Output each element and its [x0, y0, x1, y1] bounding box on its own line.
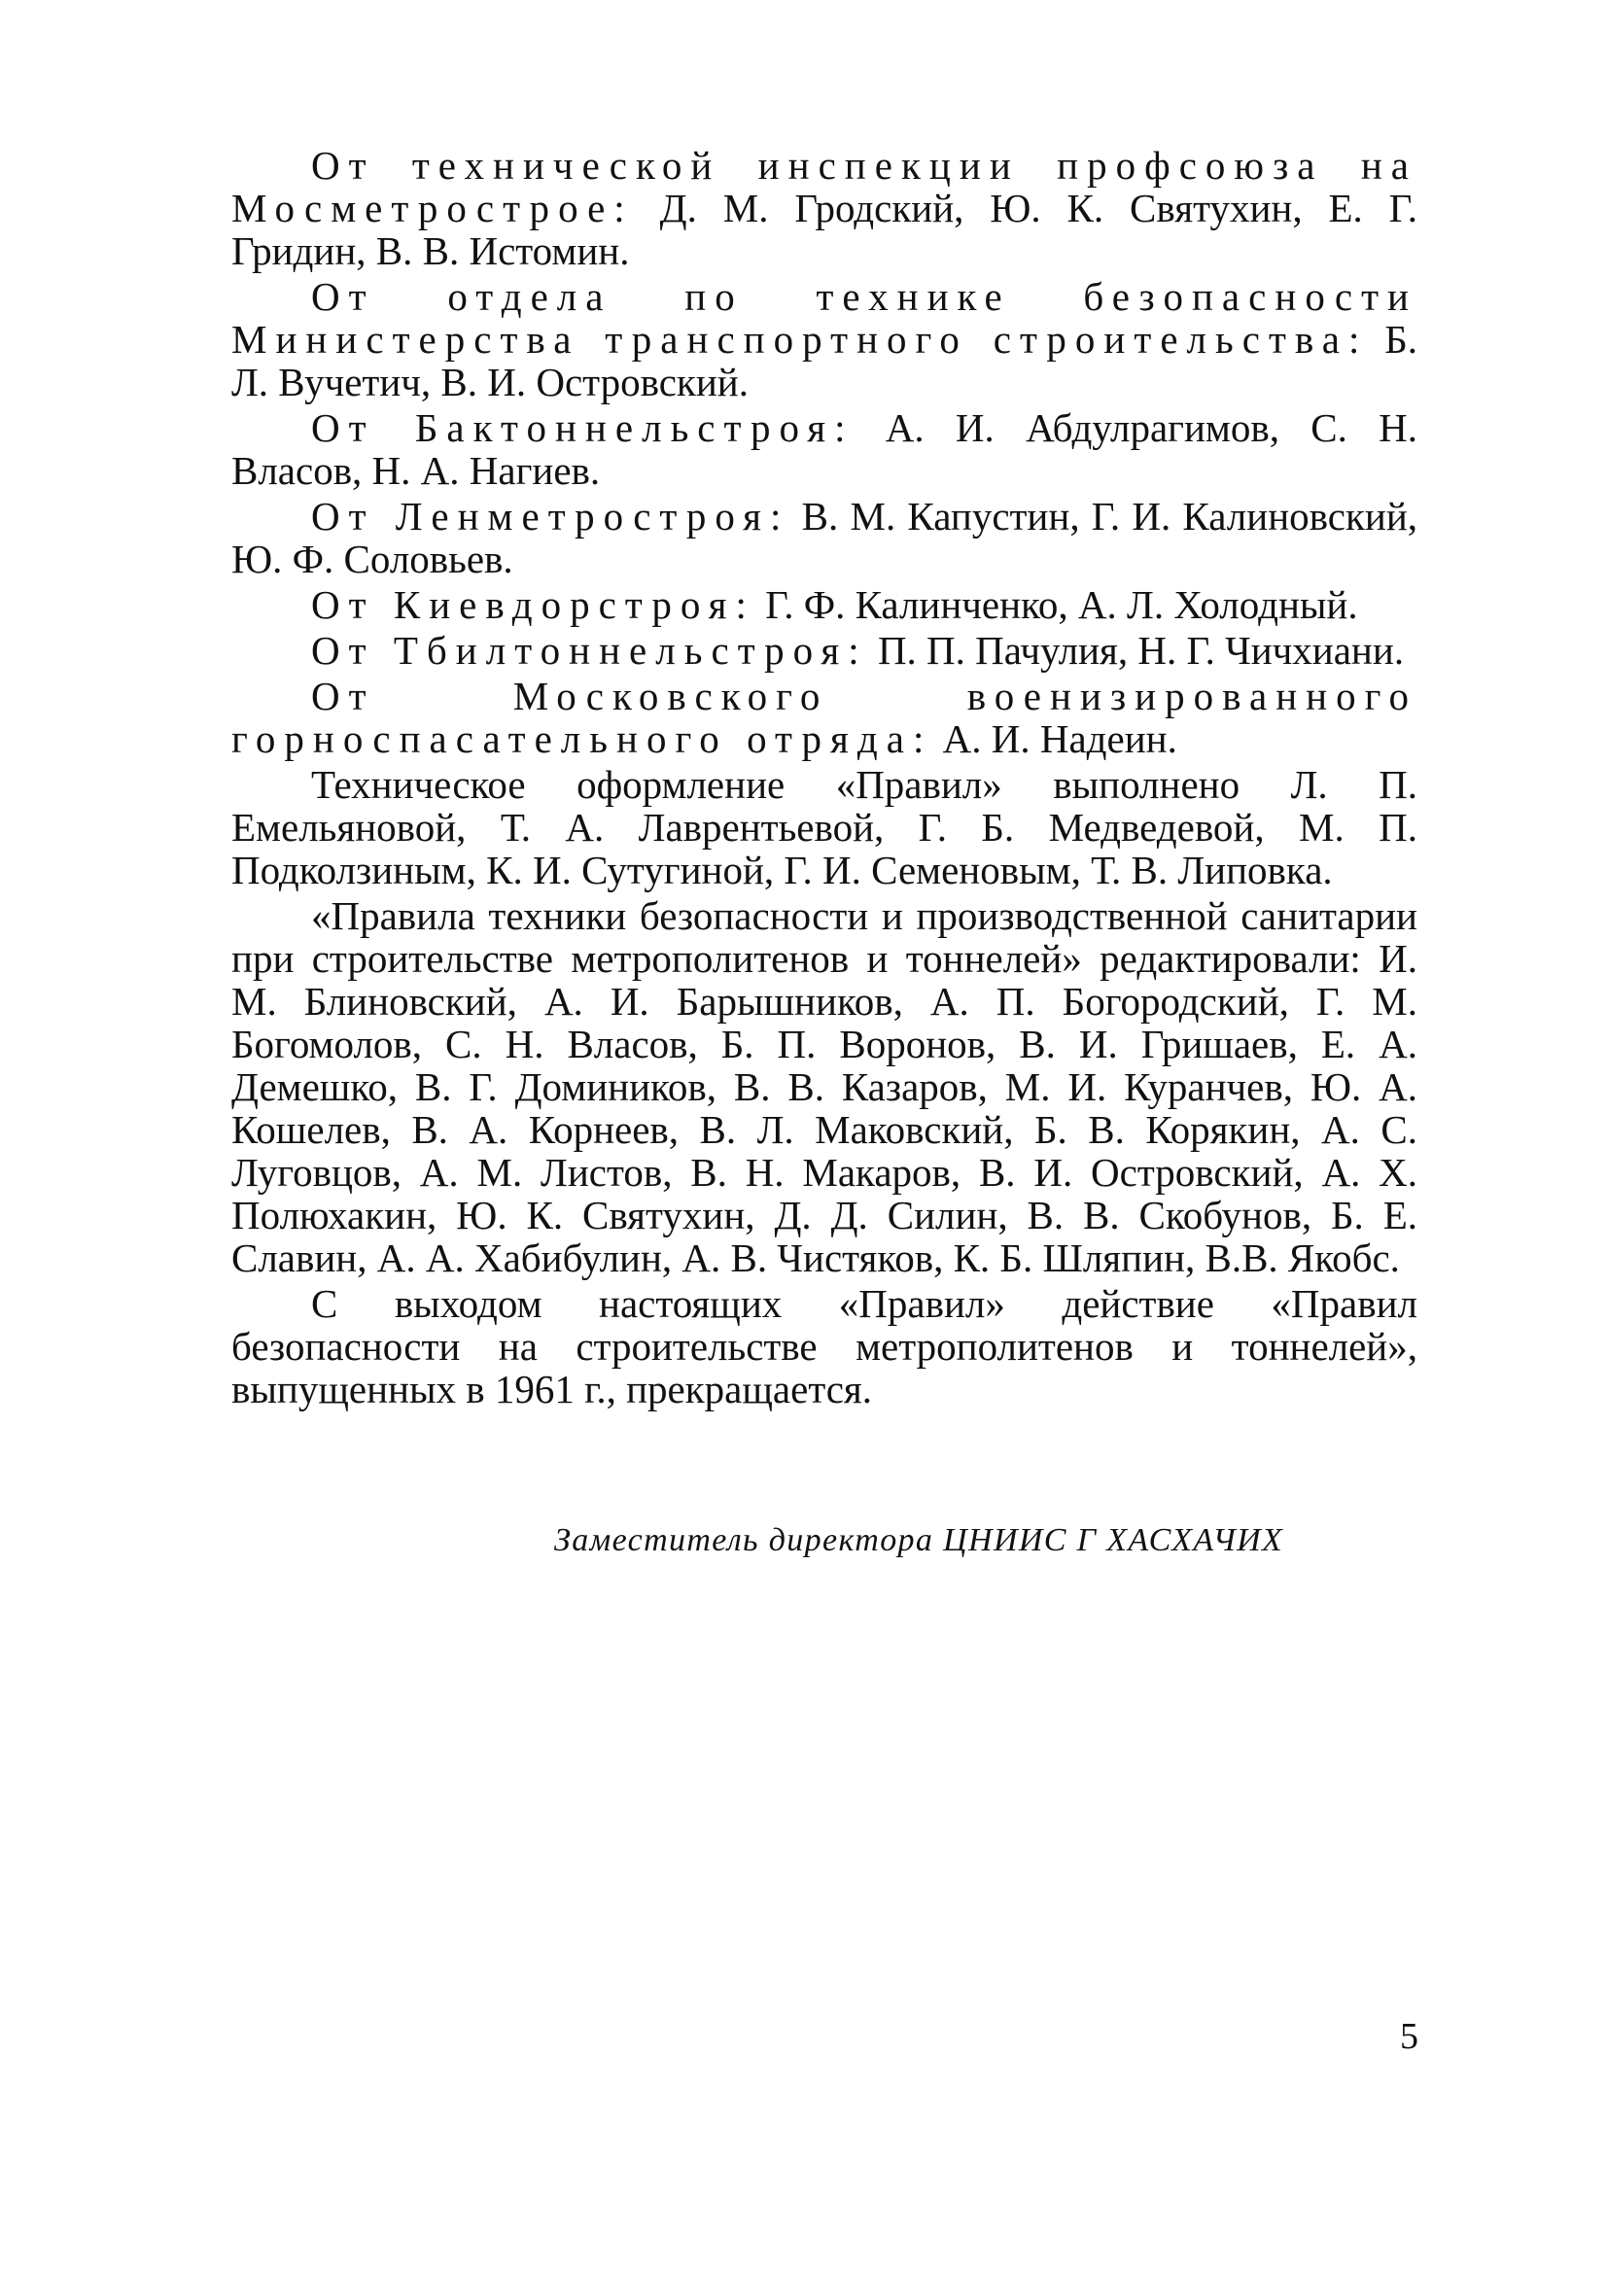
technical-design-paragraph: Техническое оформление «Правил» выполнено Л. П. Емельяновой, Т. А. Лаврентьевой, Г. Б. Медведевой, М. П. Подколзиным, К. И. Сутугиной, Г. И. Семеновым, Т. В. Липовка. [231, 762, 1417, 892]
contributors-paragraph-3 [231, 406, 1417, 492]
contributor-names: А. И. Абдулрагимов, С. Н. Власов, Н. А. Нагиев. [231, 405, 1417, 493]
contributors-paragraph-6 [231, 629, 1417, 672]
supersession-paragraph: С выходом настоящих «Правил» действие «Правил безопасности на строительстве метрополитенов и тоннелей», выпущенных в 1961 г., прекращается. [231, 1281, 1417, 1411]
contributors-paragraph-5 [231, 583, 1417, 626]
contributor-names: В. М. Капустин, Г. И. Калиновский, Ю. Ф. Соловьев. [231, 494, 1418, 581]
contributors-paragraph-4 [231, 495, 1417, 580]
main-text [231, 144, 1417, 1413]
page-number: 5 [1400, 2016, 1418, 2057]
organization-name: От Бактоннельстроя: [311, 405, 855, 450]
contributors-paragraph-2 [231, 275, 1417, 403]
contributor-names: Г. Ф. Калинченко, А. Л. Холодный. [754, 582, 1358, 627]
contributor-names: П. П. Пачулия, Н. Г. Чичхиани. [867, 628, 1405, 673]
organization-name: От Киевдорстроя: [311, 582, 755, 627]
contributor-names: А. И. Надеин. [932, 716, 1177, 761]
contributors-paragraph-7 [231, 675, 1417, 760]
contributor-names: Б. Л. Вучетич, В. И. Островский. [231, 317, 1417, 404]
organization-name: От Ленметростроя: [311, 494, 790, 539]
signature-line: Заместитель директора ЦНИИС Г ХАСХАЧИХ [554, 1522, 1284, 1558]
organization-name: От технической инспекции профсоюза на Мосметрострое: [231, 143, 1417, 230]
organization-name: От Тбилтоннельстроя: [311, 628, 868, 673]
contributors-paragraph-1 [231, 144, 1417, 272]
organization-name: От Московского военизированного горноспасательного отряда: [231, 674, 1417, 761]
contributor-names: Д. М. Гродский, Ю. К. Святухин, Е. Г. Гридин, В. В. Истомин. [231, 186, 1417, 273]
editors-paragraph: «Правила техники безопасности и производственной санитарии при строительстве метрополитенов и тоннелей» редактировали: И. М. Блиновский, А. И. Барышников, А. П. Богородский, Г. М. Богомолов, С. Н. Власов, Б. П. Воронов, В. И. Гришаев, Е. А. Демешко, В. Г. Домиников, В. В. Казаров, М. И. Куранчев, Ю. А. Кошелев, В. А. Корнеев, В. Л. Маковский, Б. В. Корякин, А. С. Луговцов, А. М. Листов, В. Н. Макаров, В. И. Островский, А. Х. Полюхакин, Ю. К. Святухин, Д. Д. Силин, В. В. Скобунов, Б. Е. Славин, А. А. Хабибулин, А. В. Чистяков, К. Б. Шляпин, В.В. Якобс. [231, 893, 1417, 1280]
organization-name: От отдела по технике безопасности Министерства транспортного строительства: [231, 274, 1417, 362]
